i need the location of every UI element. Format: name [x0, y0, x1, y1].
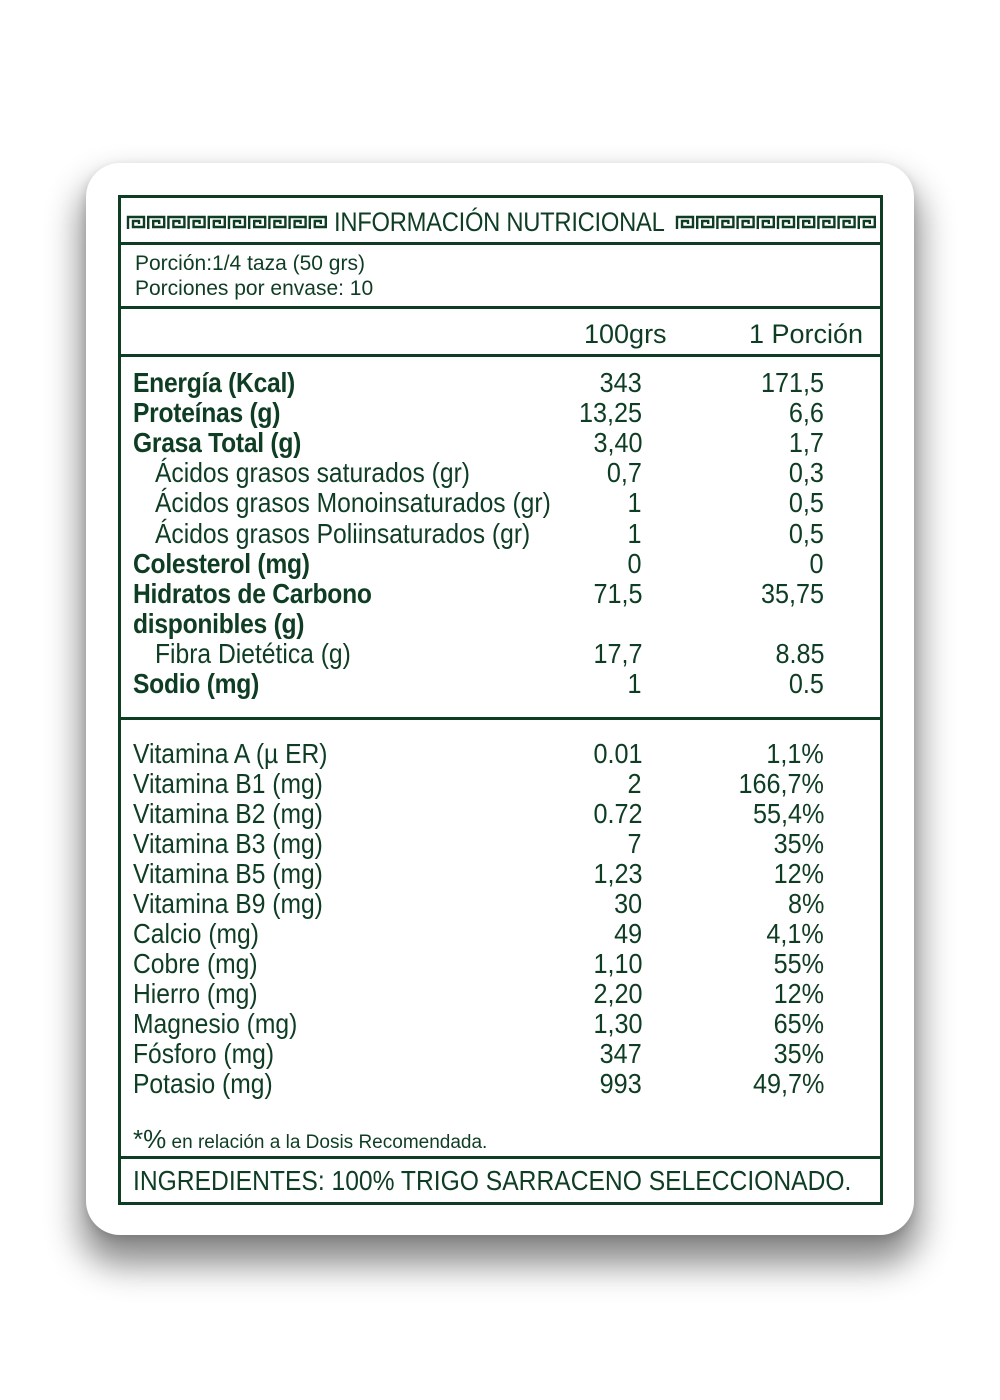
value-per-100g: 49: [613, 918, 642, 949]
nutrient-name: Grasa Total (g): [133, 427, 302, 459]
value-per-portion: 0: [809, 547, 824, 579]
nutrient-name: Calcio (mg): [133, 918, 259, 949]
value-per-100g: 7: [627, 828, 642, 859]
nutrient-name: Fibra Dietética (g): [155, 637, 351, 669]
table-row: [121, 669, 880, 699]
value-per-100g: 1: [627, 668, 642, 699]
value-per-portion: 0.5: [788, 668, 824, 699]
value-per-portion: 35%: [773, 1038, 824, 1069]
greek-key-border-left-icon: [126, 215, 332, 231]
value-per-100g: 0.72: [592, 798, 642, 829]
table-row: [121, 949, 880, 979]
table-row: [121, 428, 880, 458]
value-per-portion: 12%: [773, 858, 824, 889]
nutrient-name: Potasio (mg): [133, 1068, 273, 1099]
table-row: [121, 368, 880, 398]
value-per-100g: 30: [613, 888, 642, 919]
table-row: [121, 859, 880, 889]
value-per-100g: 13,25: [578, 397, 642, 429]
divider: [121, 717, 880, 720]
table-row: [121, 639, 880, 669]
value-per-portion: 6,6: [788, 397, 824, 429]
value-per-100g: 1,10: [592, 948, 642, 979]
table-row: [121, 769, 880, 799]
value-per-portion: 166,7%: [738, 768, 824, 799]
divider: [121, 1156, 880, 1159]
value-per-portion: 1,7: [788, 427, 824, 459]
serving-size: Porción:1/4 taza (50 grs): [135, 252, 365, 275]
table-row: [121, 488, 880, 518]
value-per-portion: 0,3: [788, 457, 824, 489]
value-per-portion: 55%: [773, 948, 824, 979]
value-per-portion: 35%: [773, 828, 824, 859]
nutrient-name: Sodio (mg): [133, 668, 260, 699]
footnote-marker: *%: [133, 1124, 167, 1154]
table-row: [121, 1039, 880, 1069]
nutrient-name: Ácidos grasos Poliinsaturados (gr): [155, 517, 531, 549]
value-per-portion: 49,7%: [752, 1068, 824, 1099]
value-per-100g: 0.01: [592, 738, 642, 769]
value-per-100g: 343: [599, 367, 642, 398]
table-row: [121, 739, 880, 769]
nutrient-name: Vitamina B9 (mg): [133, 888, 323, 919]
divider: [121, 306, 880, 309]
nutrient-name: Ácidos grasos Monoinsaturados (gr): [155, 487, 551, 519]
nutrient-name: Vitamina A (µ ER): [133, 738, 328, 769]
value-per-100g: 1: [627, 487, 642, 519]
value-per-portion: 0,5: [788, 517, 824, 549]
value-per-100g: 0: [627, 547, 642, 579]
nutrient-name: Hierro (mg): [133, 978, 258, 1009]
table-row: [121, 919, 880, 949]
value-per-portion: 8.85: [774, 637, 824, 669]
table-title: INFORMACIÓN NUTRICIONAL: [334, 207, 665, 237]
value-per-portion: 171,5: [760, 367, 824, 398]
value-per-100g: 2,20: [592, 978, 642, 1009]
table-row: [121, 579, 880, 609]
table-row: [121, 458, 880, 488]
nutrient-name: Hidratos de Carbono: [133, 577, 372, 609]
footnote-text: en relación a la Dosis Recomendada.: [166, 1132, 488, 1153]
value-per-portion: 8%: [787, 888, 824, 919]
value-per-100g: 3,40: [592, 427, 642, 459]
value-per-100g: 347: [599, 1038, 642, 1069]
nutrient-name: Vitamina B5 (mg): [133, 858, 323, 889]
value-per-100g: 1,23: [592, 858, 642, 889]
table-row: [121, 519, 880, 549]
greek-key-border-right-icon: [675, 215, 881, 231]
value-per-100g: 0,7: [606, 457, 642, 489]
nutrient-name: Cobre (mg): [133, 948, 258, 979]
value-per-100g: 17,7: [592, 637, 642, 669]
value-per-portion: 55,4%: [752, 798, 824, 829]
table-row: [121, 799, 880, 829]
value-per-100g: 2: [627, 768, 642, 799]
value-per-portion: 0,5: [788, 487, 824, 519]
value-per-100g: 1: [627, 517, 642, 549]
ingredients-text: INGREDIENTES: 100% TRIGO SARRACENO SELECCIONADO.: [133, 1165, 852, 1196]
table-row: [121, 979, 880, 1009]
column-header-100g: 100grs: [584, 319, 667, 349]
nutrient-name: Ácidos grasos saturados (gr): [155, 457, 470, 489]
nutrient-name: Vitamina B1 (mg): [133, 768, 323, 799]
footnote: [133, 1124, 487, 1155]
column-header-portion: 1 Porción: [749, 319, 864, 349]
nutrient-name: disponibles (g): [133, 607, 305, 639]
value-per-100g: 993: [599, 1068, 642, 1099]
table-row: [121, 549, 880, 579]
value-per-portion: 4,1%: [766, 918, 824, 949]
nutrient-name: Magnesio (mg): [133, 1008, 298, 1039]
value-per-portion: 1,1%: [766, 738, 824, 769]
divider: [121, 242, 880, 245]
nutrient-name: Vitamina B2 (mg): [133, 798, 323, 829]
nutrient-name: Vitamina B3 (mg): [133, 828, 323, 859]
table-row: [121, 1009, 880, 1039]
nutrient-name: Proteínas (g): [133, 397, 281, 429]
nutrition-facts-table: [118, 195, 883, 1205]
value-per-portion: 65%: [773, 1008, 824, 1039]
table-row: [121, 889, 880, 919]
table-row: [121, 609, 880, 639]
nutrient-name: Fósforo (mg): [133, 1038, 275, 1069]
value-per-portion: 35,75: [760, 577, 824, 609]
value-per-100g: 71,5: [592, 577, 642, 609]
value-per-portion: 12%: [773, 978, 824, 1009]
nutrient-name: Energía (Kcal): [133, 367, 295, 398]
servings-per-package: Porciones por envase: 10: [135, 277, 374, 300]
nutrient-name: Colesterol (mg): [133, 547, 310, 579]
title-row: [121, 198, 880, 242]
value-per-100g: 1,30: [592, 1008, 642, 1039]
table-row: [121, 398, 880, 428]
divider: [121, 354, 880, 357]
table-row: [121, 1069, 880, 1099]
table-row: [121, 829, 880, 859]
